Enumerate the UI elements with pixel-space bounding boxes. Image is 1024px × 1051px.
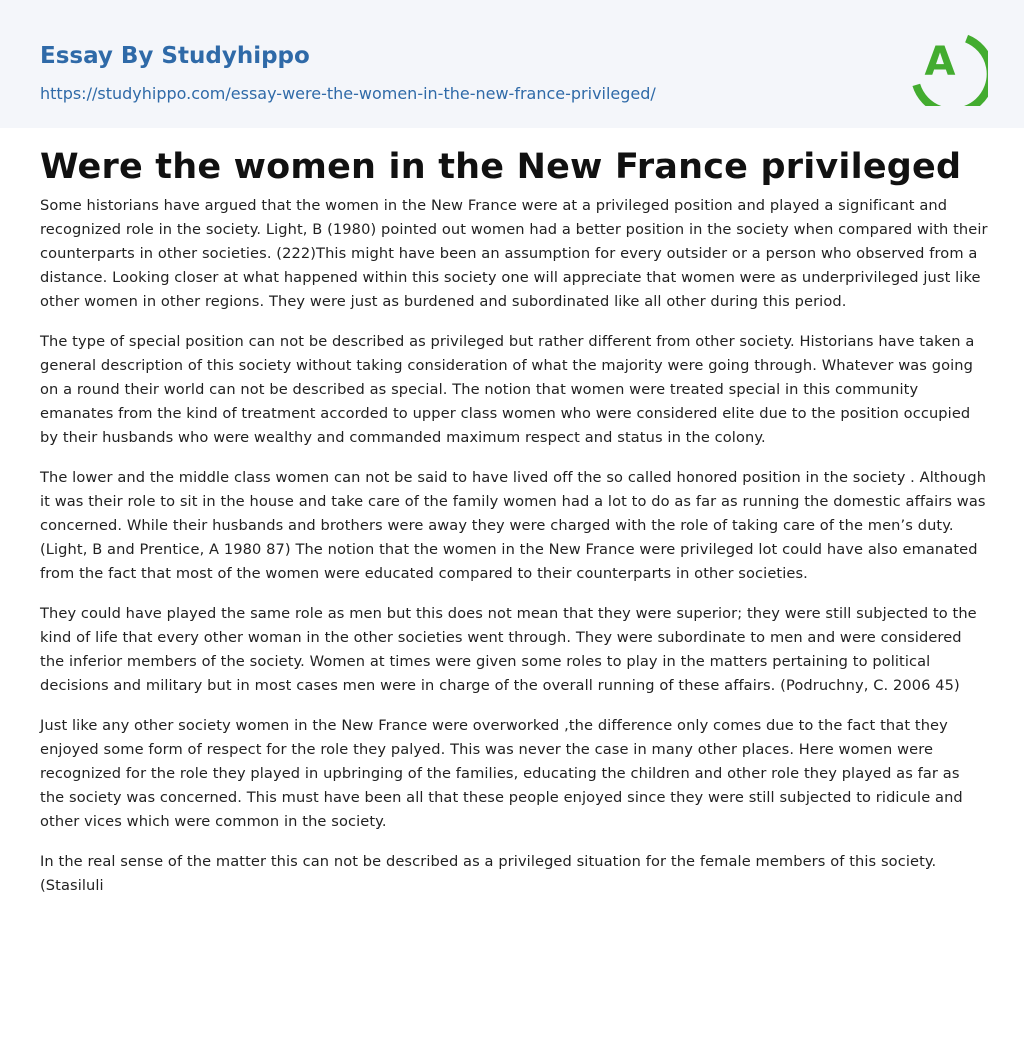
essay-paragraph: Some historians have argued that the women in the New France were at a privileged position and played a significant and recognized role in the society. Light, B (1980) pointed out women had a better position in the society when compared with their counterparts in other societies. (222)This might have been an assumption for every outsider or a person who observed from a distance. Looking closer at what happened within this society one will appreciate that women were as underprivileged just like other women in other regions. They were just as burdened and subordinated like all other during this period. (40, 197, 988, 310)
essay-paragraph: The lower and the middle class women can not be said to have lived off the so called honored position in the society . Although it was their role to sit in the house and take care of the family women had a lot to do as far as running the domestic affairs was concerned. While their husbands and brothers were away they were charged with the role of taking care of the men’s duty. (Light, B and Prentice, A 1980 87) The notion that the women in the New France were privileged lot could have also emanated from the fact that most of the women were educated compared to their counterparts in other societies. (40, 469, 987, 582)
essay-body (40, 194, 988, 914)
logo-letter: A (924, 39, 956, 85)
essay-paragraph: The type of special position can not be described as privileged but rather different from other society. Historians have taken a general description of this society without taking consideration of what the majority were going through. Whatever was going on a round their world can not be described as special. The notion that women were treated special in this community emanates from the kind of treatment accorded to upper class women who were considered elite due to the position occupied by their husbands who were wealthy and commanded maximum respect and status in the colony. (40, 333, 975, 446)
essay-source-link[interactable]: https://studyhippo.com/essay-were-the-women-in-the-new-france-privileged/ (40, 84, 656, 103)
essay-paragraph: Just like any other society women in the New France were overworked ,the difference only comes due to the fact that they enjoyed some form of respect for the role they palyed. This was never the case in many other places. Here women were recognized for the role they played in upbringing of the families, educating the children and other role they played as far as the society was concerned. This must have been all that these people enjoyed since they were still subjected to ridicule and other vices which were common in the society. (40, 717, 963, 830)
brand-title[interactable]: Essay By Studyhippo (40, 43, 310, 69)
essay-title: Were the women in the New France privileged (40, 147, 962, 187)
studyhippo-logo-icon[interactable] (908, 18, 988, 106)
site-header (0, 0, 1024, 128)
essay-paragraph: In the real sense of the matter this can not be described as a privileged situation for the female members of this society. (Stasiluli (40, 853, 937, 894)
essay-paragraph: They could have played the same role as men but this does not mean that they were superior; they were still subjected to the kind of life that every other woman in the other societies went through. They were subordinate to men and were considered the inferior members of the society. Women at times were given some roles to play in the matters pertaining to political decisions and military but in most cases men were in charge of the overall running of these affairs. (Podruchny, C. 2006 45) (40, 605, 977, 694)
